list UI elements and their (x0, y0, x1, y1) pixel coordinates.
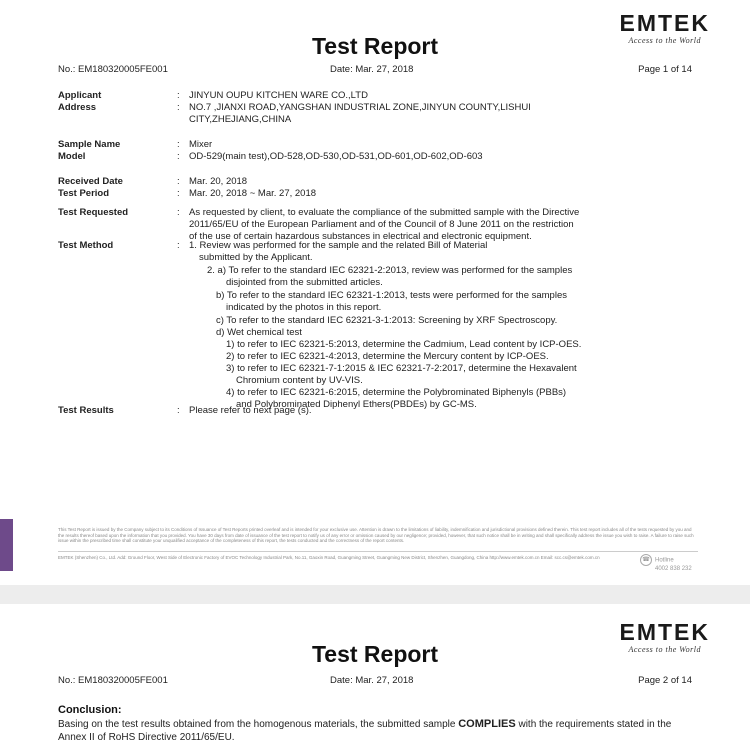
colon: : (177, 207, 180, 218)
logo-text: EMTEK (619, 619, 710, 645)
applicant-value (189, 90, 709, 102)
colon: : (177, 188, 180, 199)
page-title: Test Report (311, 33, 439, 59)
colon: : (177, 240, 180, 251)
colon: : (177, 405, 180, 416)
conclusion-keyword: COMPLIES (458, 718, 516, 730)
model-text: OD-529(main test),OD-528,OD-530,OD-531,OD-601,OD-602,OD-603 (189, 151, 483, 162)
test-method-line: c) To refer to the standard IEC 62321-3-1:2013: Screening by XRF Spectroscopy. (216, 315, 558, 326)
test-requested-line: As requested by client, to evaluate the compliance of the submitted sample with the Directive (189, 207, 580, 218)
applicant-text: JINYUN OUPU KITCHEN WARE CO.,LTD (189, 90, 368, 101)
test-method-line: 2. a) To refer to the standard IEC 62321-2:2013, review was performed for the samples (207, 265, 573, 276)
received-date-label: Received Date (58, 176, 123, 187)
conclusion-pre: Basing on the test results obtained from the homogenous materials, the submitted sample (58, 719, 456, 730)
test-method-line: 1) to refer to IEC 62321-5:2013, determine the Cadmium, Lead content by ICP-OES. (226, 339, 582, 350)
colon: : (177, 102, 180, 113)
hotline-label: Hotline (655, 557, 674, 564)
page-title: Test Report (311, 641, 439, 667)
model-label: Model (58, 151, 86, 162)
test-period-text: Mar. 20, 2018 ~ Mar. 27, 2018 (189, 188, 317, 199)
test-requested-value (189, 207, 709, 243)
conclusion-heading: Conclusion: (58, 704, 122, 716)
report-number: No.: EM180320005FE001 (58, 675, 168, 686)
applicant-label: Applicant (58, 90, 102, 101)
report-date: Date: Mar. 27, 2018 (330, 64, 414, 75)
page-number: Page 2 of 14 (638, 675, 692, 686)
address-label: Address (58, 102, 97, 113)
received-date-text: Mar. 20, 2018 (189, 176, 248, 187)
footer-disclaimer: This Test Report is issued by the Company subject to its Conditions of Issuance of Test Reports printed overleaf and is intended for your exclusive use. Attention is drawn to the limitations of liability, indemnification and jurisdictional provisions defined therein. This test report includes all of the tests requested by you and the results thereof based upon the information that you provided. You have 30 days from date of issuance of the test report to notify us of any error or omission caused by our negligence; provided, however, that such notice shall be in writing and shall specifically address the issue you wish to raise. A failure to raise such issue within the prescribed time shall constitute your unqualified acceptance of the completeness of this report, the tests conducted and the correctness of the report contents. (58, 527, 694, 543)
test-method-line: and Polybrominated Diphenyl Ethers(PBDEs) by GC-MS. (236, 399, 477, 410)
test-method-line: 1. Review was performed for the sample and the related Bill of Material (189, 240, 488, 251)
colon: : (177, 176, 180, 187)
purple-side-tab (0, 519, 13, 571)
test-method-line: 4) to refer to IEC 62321-6:2015, determine the Polybrominated Biphenyls (PBBs) (226, 387, 567, 398)
sample-name-label: Sample Name (58, 139, 121, 150)
test-method-line: 3) to refer to IEC 62321-7-1:2015 & IEC 62321-7-2:2017, determine the Hexavalent (226, 363, 577, 374)
test-method-line: indicated by the photos in this report. (226, 302, 382, 313)
test-method-line: d) Wet chemical test (216, 327, 302, 338)
conclusion-post: with the requirements stated in the Annex II of RoHS Directive 2011/65/EU. (58, 719, 672, 743)
report-number: No.: EM180320005FE001 (58, 64, 168, 75)
received-date-value (189, 176, 709, 188)
phone-icon: ☎ (640, 554, 652, 566)
page-number: Page 1 of 14 (638, 64, 692, 75)
test-method-line: 2) to refer to IEC 62321-4:2013, determine the Mercury content by ICP-OES. (226, 351, 549, 362)
test-method-value (189, 240, 709, 411)
colon: : (177, 151, 180, 162)
test-method-line: Chromium content by UV-VIS. (236, 375, 363, 386)
test-requested-label: Test Requested (58, 207, 129, 218)
report-date: Date: Mar. 27, 2018 (330, 675, 414, 686)
report-page-2 (0, 604, 750, 750)
test-period-label: Test Period (58, 188, 110, 199)
address-line: CITY,ZHEJIANG,CHINA (189, 114, 292, 125)
test-method-line: b) To refer to the standard IEC 62321-1:2013, tests were performed for the samples (216, 290, 567, 301)
hotline-number: 4002 838 232 (655, 566, 692, 572)
sample-name-text: Mixer (189, 139, 213, 150)
logo-text: EMTEK (619, 10, 710, 36)
logo-tagline: Access to the World (628, 645, 702, 654)
test-method-line: submitted by the Applicant. (199, 252, 313, 263)
footer-divider (58, 551, 698, 552)
hotline-block (640, 554, 710, 573)
conclusion-text (58, 718, 698, 744)
sample-name-value (189, 139, 709, 151)
footer-contact: EMTEK (Shenzhen) Co., Ltd. Add: Ground Floor, West Side of Electronic Factory of EVOC Technology Industrial Park, No.11, Gaoxin Road, Guangming Street, Guangming New District, Shenzhen, Guangdong, China http://www.emtek.com.cn Email: scc.cs@emtek.com.cn (58, 555, 600, 560)
test-requested-line: 2011/65/EU of the European Parliament and of the Council of 8 June 2011 on the restriction (189, 219, 574, 230)
test-results-label: Test Results (58, 405, 114, 416)
test-results-text: Please refer to next page (s). (189, 405, 312, 416)
test-method-line: disjointed from the submitted articles. (226, 277, 383, 288)
test-requested-line: of the use of certain hazardous substances in electrical and electronic equipment. (189, 231, 532, 242)
model-value (189, 151, 709, 163)
test-period-value (189, 188, 709, 200)
colon: : (177, 139, 180, 150)
address-value (189, 102, 709, 126)
test-results-value (189, 405, 709, 417)
address-line: NO.7 ,JIANXI ROAD,YANGSHAN INDUSTRIAL ZONE,JINYUN COUNTY,LISHUI (189, 102, 531, 113)
colon: : (177, 90, 180, 101)
logo-tagline: Access to the World (628, 36, 702, 45)
page-separator (0, 585, 750, 604)
test-method-label: Test Method (58, 240, 114, 251)
